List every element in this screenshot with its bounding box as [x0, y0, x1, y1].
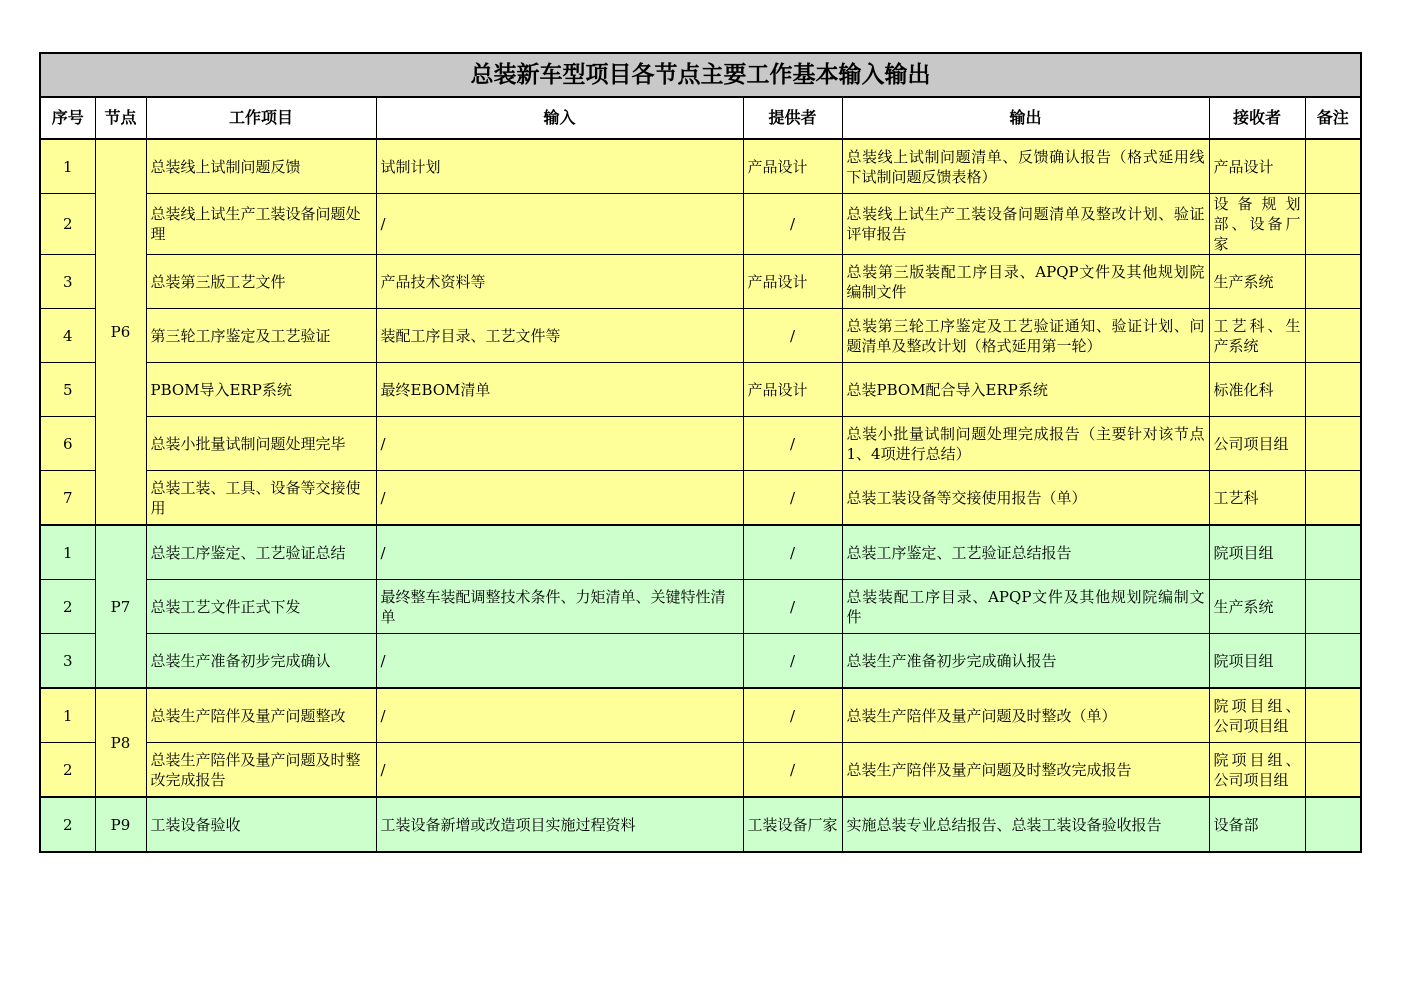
receiver-cell: 公司项目组: [1209, 417, 1305, 471]
node-cell: P6: [95, 139, 146, 525]
provider-cell: 产品设计: [743, 139, 842, 194]
output-cell: 总装装配工序目录、APQP文件及其他规划院编制文件: [842, 580, 1209, 634]
note-cell: [1305, 580, 1361, 634]
table-row: [40, 580, 1361, 634]
table-row: [40, 417, 1361, 471]
row-number: 2: [40, 797, 95, 852]
header-input: 输入: [376, 97, 743, 139]
receiver-cell: 院项目组: [1209, 634, 1305, 689]
receiver-cell: 生产系统: [1209, 580, 1305, 634]
receiver-cell: 设备部: [1209, 797, 1305, 852]
provider-cell: /: [743, 194, 842, 255]
node-cell: P7: [95, 525, 146, 688]
row-number: 7: [40, 471, 95, 526]
node-cell: P8: [95, 688, 146, 797]
receiver-cell: 产品设计: [1209, 139, 1305, 194]
table-row: [40, 743, 1361, 798]
receiver-cell: 生产系统: [1209, 255, 1305, 309]
table-row: [40, 797, 1361, 852]
table-row: [40, 309, 1361, 363]
work-item-cell: 总装线上试制问题反馈: [146, 139, 376, 194]
output-cell: 总装线上试制问题清单、反馈确认报告（格式延用线下试制问题反馈表格）: [842, 139, 1209, 194]
header-note: 备注: [1305, 97, 1361, 139]
input-cell: /: [376, 194, 743, 255]
note-cell: [1305, 139, 1361, 194]
row-number: 2: [40, 580, 95, 634]
receiver-cell: 工艺科、生产系统: [1209, 309, 1305, 363]
table-body: [40, 139, 1361, 852]
input-cell: /: [376, 688, 743, 743]
io-table: [39, 52, 1362, 853]
work-item-cell: 总装工装、工具、设备等交接使用: [146, 471, 376, 526]
output-cell: 总装生产陪伴及量产问题及时整改完成报告: [842, 743, 1209, 798]
receiver-cell: 标准化科: [1209, 363, 1305, 417]
receiver-cell: 工艺科: [1209, 471, 1305, 526]
output-cell: 总装工序鉴定、工艺验证总结报告: [842, 525, 1209, 580]
work-item-cell: 总装工序鉴定、工艺验证总结: [146, 525, 376, 580]
provider-cell: 产品设计: [743, 255, 842, 309]
row-number: 1: [40, 525, 95, 580]
input-cell: 装配工序目录、工艺文件等: [376, 309, 743, 363]
provider-cell: /: [743, 309, 842, 363]
output-cell: 实施总装专业总结报告、总装工装设备验收报告: [842, 797, 1209, 852]
input-cell: 产品技术资料等: [376, 255, 743, 309]
input-cell: 工装设备新增或改造项目实施过程资料: [376, 797, 743, 852]
note-cell: [1305, 417, 1361, 471]
output-cell: 总装生产陪伴及量产问题及时整改（单）: [842, 688, 1209, 743]
work-item-cell: 总装生产陪伴及量产问题及时整改完成报告: [146, 743, 376, 798]
work-item-cell: 总装第三版工艺文件: [146, 255, 376, 309]
output-cell: 总装PBOM配合导入ERP系统: [842, 363, 1209, 417]
provider-cell: /: [743, 580, 842, 634]
table-row: [40, 525, 1361, 580]
work-item-cell: 总装小批量试制问题处理完毕: [146, 417, 376, 471]
table-row: [40, 363, 1361, 417]
provider-cell: /: [743, 688, 842, 743]
work-item-cell: 总装线上试生产工装设备问题处理: [146, 194, 376, 255]
note-cell: [1305, 743, 1361, 798]
output-cell: 总装工装设备等交接使用报告（单）: [842, 471, 1209, 526]
provider-cell: 产品设计: [743, 363, 842, 417]
header-node: 节点: [95, 97, 146, 139]
output-cell: 总装第三版装配工序目录、APQP文件及其他规划院编制文件: [842, 255, 1209, 309]
receiver-cell: 设备规划部、设备厂家: [1209, 194, 1305, 255]
table-row: [40, 139, 1361, 194]
output-cell: 总装线上试生产工装设备问题清单及整改计划、验证评审报告: [842, 194, 1209, 255]
header-receiver: 接收者: [1209, 97, 1305, 139]
row-number: 5: [40, 363, 95, 417]
note-cell: [1305, 194, 1361, 255]
input-cell: /: [376, 417, 743, 471]
input-cell: /: [376, 471, 743, 526]
note-cell: [1305, 525, 1361, 580]
output-cell: 总装小批量试制问题处理完成报告（主要针对该节点1、4项进行总结）: [842, 417, 1209, 471]
receiver-cell: 院项目组、公司项目组: [1209, 688, 1305, 743]
input-cell: 试制计划: [376, 139, 743, 194]
sheet-title: 总装新车型项目各节点主要工作基本输入输出: [40, 53, 1361, 97]
row-number: 3: [40, 255, 95, 309]
header-provider: 提供者: [743, 97, 842, 139]
work-item-cell: PBOM导入ERP系统: [146, 363, 376, 417]
provider-cell: 工装设备厂家: [743, 797, 842, 852]
work-item-cell: 总装工艺文件正式下发: [146, 580, 376, 634]
table-row: [40, 471, 1361, 526]
work-item-cell: 工装设备验收: [146, 797, 376, 852]
provider-cell: /: [743, 634, 842, 689]
receiver-cell: 院项目组: [1209, 525, 1305, 580]
input-cell: 最终EBOM清单: [376, 363, 743, 417]
row-number: 6: [40, 417, 95, 471]
header-no: 序号: [40, 97, 95, 139]
row-number: 4: [40, 309, 95, 363]
provider-cell: /: [743, 743, 842, 798]
row-number: 1: [40, 139, 95, 194]
table-row: [40, 194, 1361, 255]
header-item: 工作项目: [146, 97, 376, 139]
provider-cell: /: [743, 417, 842, 471]
note-cell: [1305, 309, 1361, 363]
row-number: 2: [40, 743, 95, 798]
input-cell: /: [376, 634, 743, 689]
work-item-cell: 第三轮工序鉴定及工艺验证: [146, 309, 376, 363]
note-cell: [1305, 255, 1361, 309]
table-row: [40, 634, 1361, 689]
output-cell: 总装生产准备初步完成确认报告: [842, 634, 1209, 689]
receiver-cell: 院项目组、公司项目组: [1209, 743, 1305, 798]
work-item-cell: 总装生产准备初步完成确认: [146, 634, 376, 689]
row-number: 2: [40, 194, 95, 255]
row-number: 1: [40, 688, 95, 743]
work-item-cell: 总装生产陪伴及量产问题整改: [146, 688, 376, 743]
node-cell: P9: [95, 797, 146, 852]
note-cell: [1305, 363, 1361, 417]
table-row: [40, 688, 1361, 743]
table-row: [40, 255, 1361, 309]
header-output: 输出: [842, 97, 1209, 139]
input-cell: 最终整车装配调整技术条件、力矩清单、关键特性清单: [376, 580, 743, 634]
provider-cell: /: [743, 525, 842, 580]
note-cell: [1305, 634, 1361, 689]
input-cell: /: [376, 525, 743, 580]
note-cell: [1305, 471, 1361, 526]
note-cell: [1305, 688, 1361, 743]
note-cell: [1305, 797, 1361, 852]
row-number: 3: [40, 634, 95, 689]
input-cell: /: [376, 743, 743, 798]
provider-cell: /: [743, 471, 842, 526]
output-cell: 总装第三轮工序鉴定及工艺验证通知、验证计划、问题清单及整改计划（格式延用第一轮）: [842, 309, 1209, 363]
